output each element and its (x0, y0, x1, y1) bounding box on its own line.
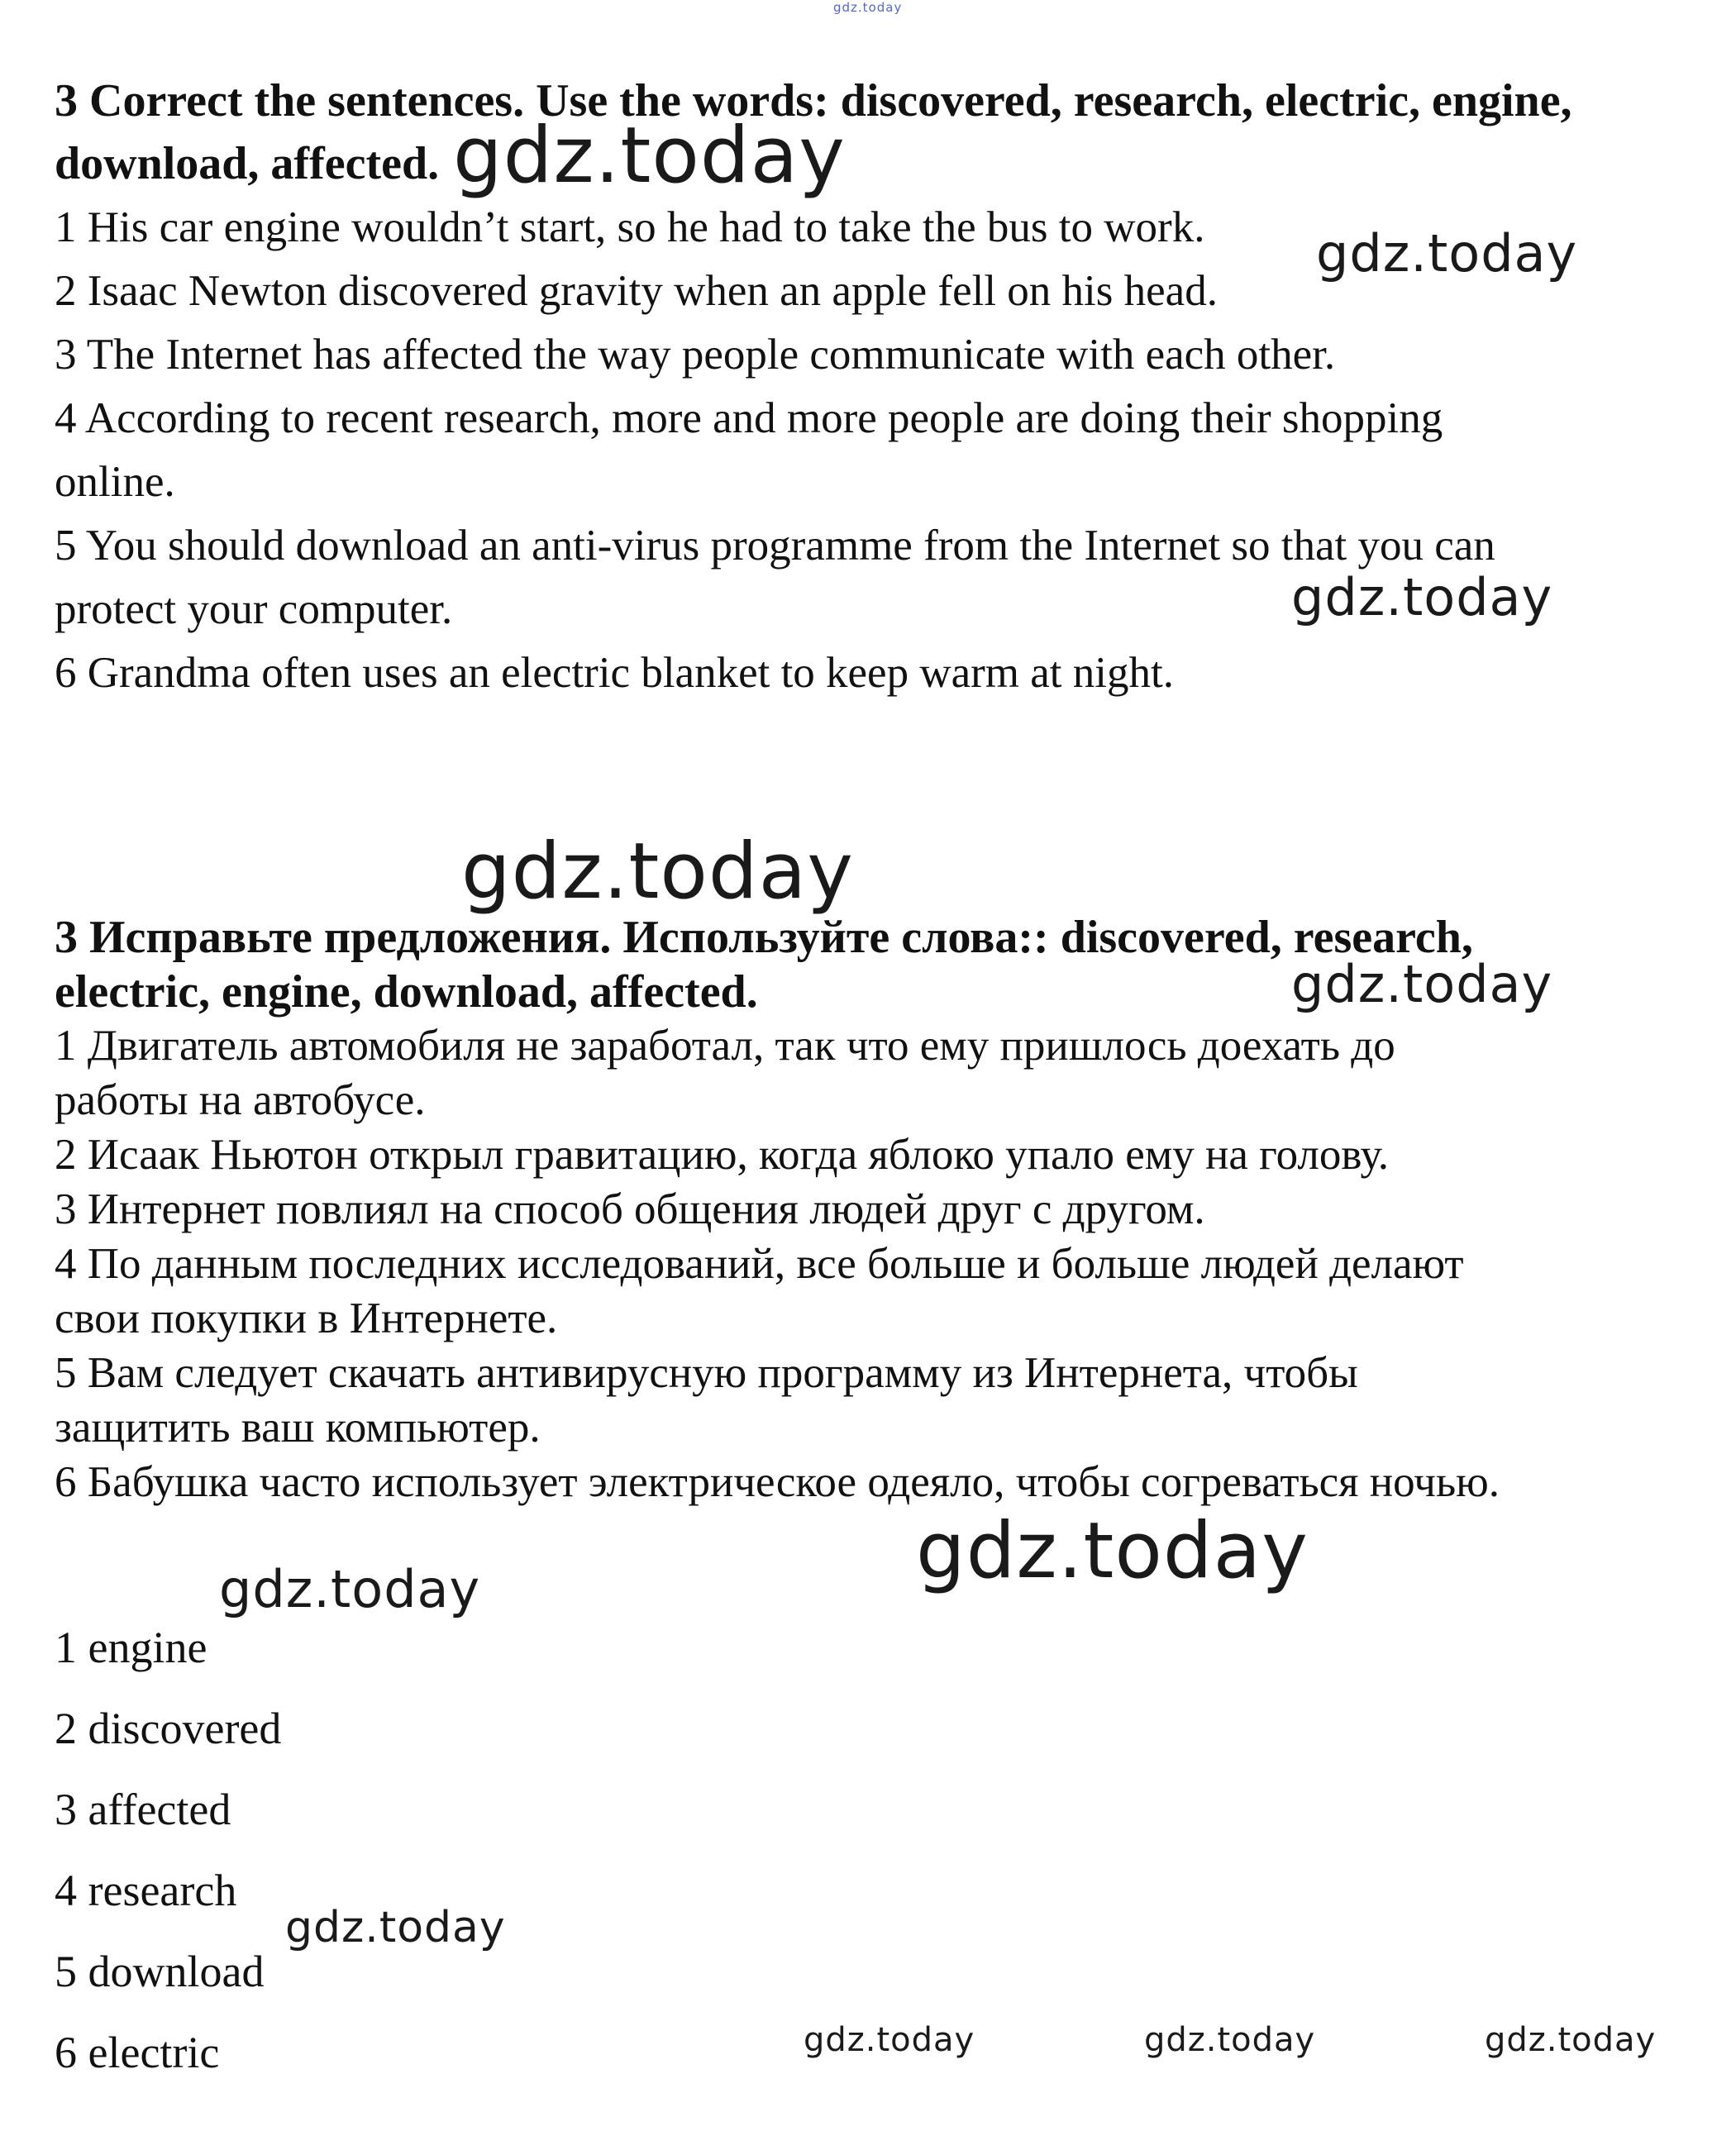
answer-5: 5 download (55, 1947, 265, 1996)
answer-2: 2 discovered (55, 1704, 282, 1753)
watermark: gdz.today (916, 1506, 1309, 1596)
watermark: gdz.today (1316, 223, 1578, 284)
sentence-ru-1-cont: работы на автобусе. (55, 1076, 426, 1124)
sentence-en-4: 4 According to recent research, more and more people are doing their shopping (55, 394, 1443, 442)
watermark: gdz.today (1291, 954, 1553, 1014)
sentence-ru-4: 4 По данным последних исследований, все больше и больше людей делают (55, 1240, 1464, 1288)
sentence-ru-4-cont: свои покупки в Интернете. (55, 1294, 558, 1342)
sentence-ru-6: 6 Бабушка часто использует электрическое одеяло, чтобы согреваться ночью. (55, 1458, 1500, 1506)
sentence-ru-3: 3 Интернет повлиял на способ общения людей друг с другом. (55, 1185, 1205, 1233)
sentence-en-5-cont: protect your computer. (55, 585, 453, 633)
sentence-ru-5-cont: защитить ваш компьютер. (55, 1404, 541, 1452)
sentence-en-2: 2 Isaac Newton discovered gravity when an apple fell on his head. (55, 267, 1218, 315)
watermark: gdz.today (461, 827, 854, 917)
sentence-en-4-cont: online. (55, 458, 175, 506)
watermark: gdz.today (285, 1903, 506, 1952)
watermark: gdz.today (1485, 2021, 1657, 2059)
sentence-ru-2: 2 Исаак Ньютон открыл гравитацию, когда яблоко упало ему на голову. (55, 1131, 1389, 1179)
exercise-heading-ru: 3 Исправьте предложения. Используйте слова:: discovered, research, (55, 912, 1473, 963)
exercise-heading-en-line2: download, affected. (55, 138, 440, 189)
answer-3: 3 affected (55, 1785, 231, 1834)
exercise-heading-en: 3 Correct the sentences. Use the words: discovered, research, electric, engine, (55, 75, 1572, 126)
answer-6: 6 electric (55, 2028, 220, 2077)
answer-4: 4 research (55, 1866, 237, 1915)
sentence-en-1: 1 His car engine wouldn’t start, so he had to take the bus to work. (55, 203, 1205, 251)
watermark: gdz.today (453, 111, 846, 201)
sentence-en-3: 3 The Internet has affected the way people communicate with each other. (55, 331, 1336, 379)
sentence-en-6: 6 Grandma often uses an electric blanket to keep warm at night. (55, 649, 1174, 697)
sentence-ru-5: 5 Вам следует скачать антивирусную программу из Интернета, чтобы (55, 1349, 1358, 1397)
watermark: gdz.today (219, 1559, 481, 1619)
exercise-heading-ru-line2: electric, engine, download, affected. (55, 966, 758, 1018)
sentence-en-5: 5 You should download an anti-virus programme from the Internet so that you can (55, 522, 1495, 570)
watermark: gdz.today (804, 2021, 975, 2059)
answer-1: 1 engine (55, 1623, 207, 1672)
watermark: gdz.today (1291, 567, 1553, 627)
sentence-ru-1: 1 Двигатель автомобиля не заработал, так что ему пришлось доехать до (55, 1022, 1395, 1070)
watermark: gdz.today (1144, 2021, 1316, 2059)
watermark-top: gdz.today (833, 0, 903, 15)
